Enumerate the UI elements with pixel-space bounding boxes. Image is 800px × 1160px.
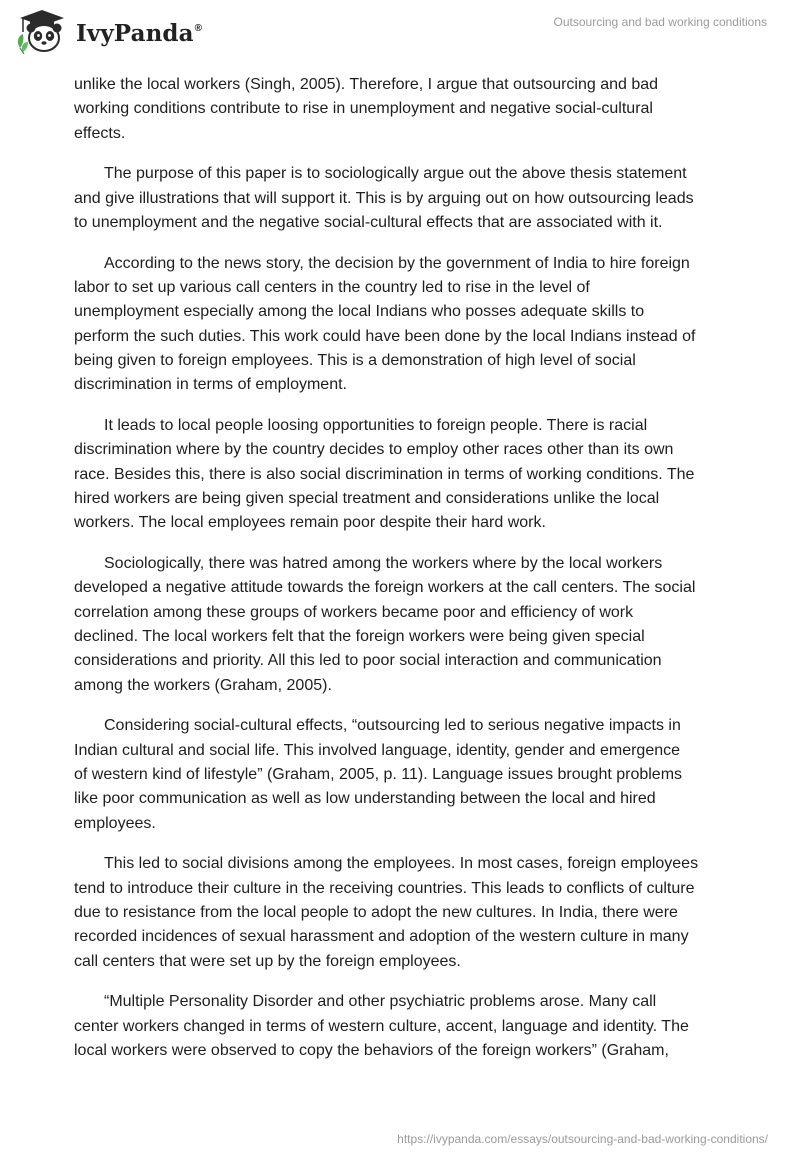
text-line: discrimination where by the country decides to employ other races other than its own [74, 441, 674, 459]
text-line: and give illustrations that will support it. This is by arguing out on how outsourcing leads [74, 189, 694, 207]
text-line: perform the such duties. This work could have been done by the local Indians instead of [74, 327, 696, 345]
paragraph [74, 73, 729, 146]
text-line: working conditions contribute to rise in unemployment and negative social-cultural [74, 100, 653, 118]
paragraph [74, 990, 729, 1063]
brand-name: IvyPanda® [76, 19, 203, 47]
paragraph [74, 852, 729, 973]
text-line: due to resistance from the local people to adopt the new cultures. In India, there were [74, 903, 678, 921]
text-line: race. Besides this, there is also social discrimination in terms of working conditions. The [74, 465, 695, 483]
text-line: employees. [74, 814, 156, 832]
text-line: effects. [74, 124, 126, 142]
text-line: workers. The local employees remain poor despite their hard work. [74, 514, 546, 532]
text-line: declined. The local workers felt that the foreign workers were being given special [74, 627, 645, 645]
text-line: considerations and priority. All this led to poor social interaction and communication [74, 652, 662, 670]
text-line: correlation among these groups of workers became poor and efficiency of work [74, 603, 634, 621]
text-line: labor to set up various call centers in the country led to rise in the level of [74, 279, 590, 297]
text-line: “Multiple Personality Disorder and other psychiatric problems arose. Many call [104, 993, 657, 1011]
text-line: among the workers (Graham, 2005). [74, 676, 332, 694]
text-line: Indian cultural and social life. This involved language, identity, gender and emergence [74, 741, 681, 759]
text-line: tend to introduce their culture in the receiving countries. This leads to conflicts of culture [74, 879, 695, 897]
paragraph [74, 252, 729, 398]
registered-mark: ® [194, 22, 203, 34]
text-line: local workers were observed to copy the behaviors of the foreign workers” (Graham, [74, 1041, 669, 1059]
paragraph [74, 714, 729, 835]
text-line: recorded incidences of sexual harassment and adoption of the western culture in many [74, 928, 689, 946]
text-line: call centers that were set up by the foreign employees. [74, 952, 461, 970]
paragraph [74, 414, 729, 535]
text-line: hired workers are being given special treatment and considerations unlike the local [74, 489, 660, 507]
text-line: discrimination in terms of employment. [74, 376, 347, 394]
text-line: like poor communication as well as low understanding between the local and hired [74, 790, 656, 808]
source-url[interactable]: https://ivypanda.com/essays/outsourcing-and-bad-working-conditions/ [397, 1132, 768, 1146]
ivypanda-logo[interactable] [14, 8, 202, 54]
text-line: This led to social divisions among the employees. In most cases, foreign employees [104, 855, 699, 873]
text-line: The purpose of this paper is to sociologically argue out the above thesis statement [104, 165, 687, 183]
text-line: center workers changed in terms of western culture, accent, language and identity. The [74, 1017, 689, 1035]
panda-graduate-icon [14, 8, 70, 54]
text-line: According to the news story, the decision by the government of India to hire foreign [104, 254, 690, 272]
text-line: Considering social-cultural effects, “outsourcing led to serious negative impacts in [104, 717, 681, 735]
text-line: to unemployment and the negative social-cultural effects that are associated with it. [74, 213, 663, 231]
text-line: of western kind of lifestyle” (Graham, 2005, p. 11). Language issues brought problems [74, 765, 683, 783]
essay-body [74, 73, 729, 1080]
text-line: unlike the local workers (Singh, 2005). Therefore, I argue that outsourcing and bad [74, 76, 659, 93]
paragraph [74, 162, 729, 235]
text-line: developed a negative attitude towards the foreign workers at the call centers. The social [74, 579, 696, 597]
text-line: unemployment especially among the local Indians who posses adequate skills to [74, 303, 645, 321]
text-line: Sociologically, there was hatred among the workers where by the local workers [104, 555, 663, 573]
page-header [0, 0, 800, 62]
document-title: Outsourcing and bad working conditions [553, 15, 767, 29]
text-line: being given to foreign employees. This is a demonstration of high level of social [74, 351, 636, 369]
paragraph [74, 552, 729, 698]
text-line: It leads to local people loosing opportunities to foreign people. There is racial [104, 417, 648, 435]
